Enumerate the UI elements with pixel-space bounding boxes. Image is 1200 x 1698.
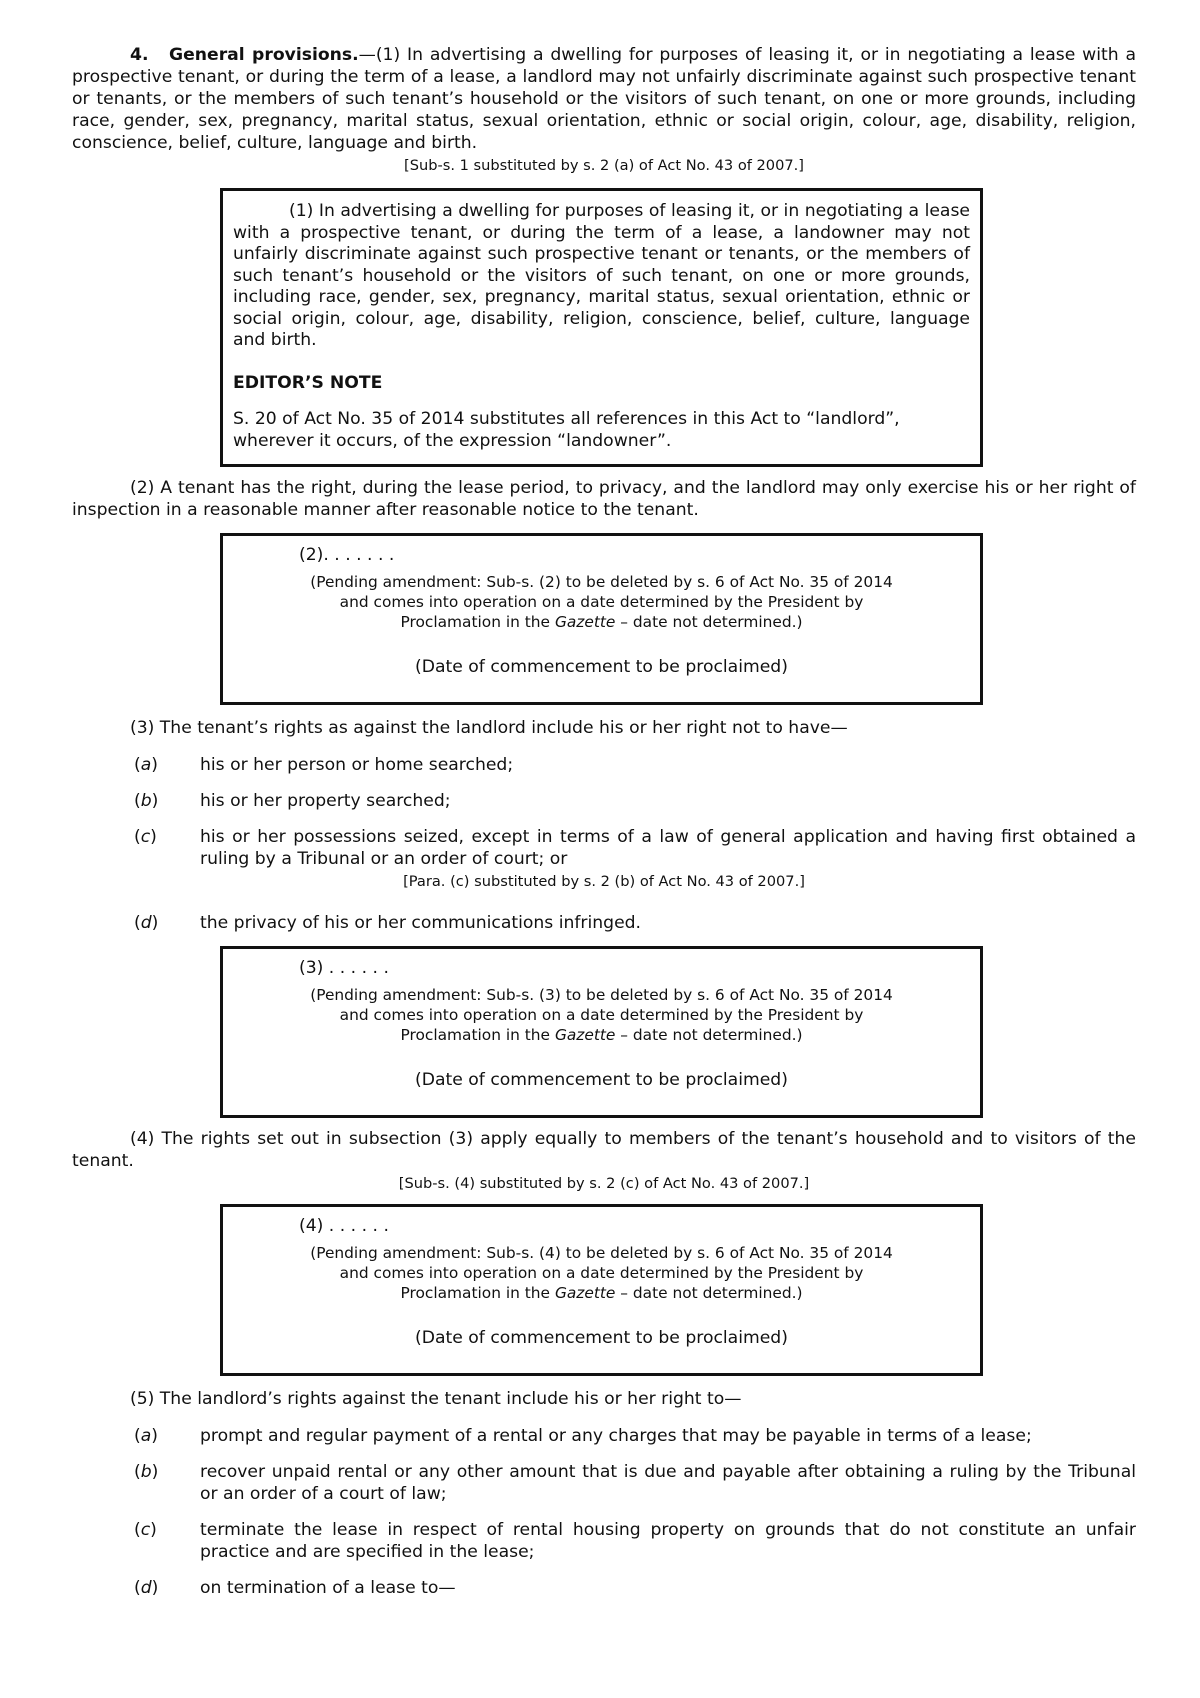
sub3-item-d-label: (d) [134, 913, 159, 933]
document-page [72, 44, 1136, 1599]
box-2-commencement: (Date of commencement to be proclaimed) [415, 657, 788, 677]
sub5-item-a-text: prompt and regular payment of a rental or any charges that may be payable in terms of a lease; [200, 1426, 1032, 1446]
sub5-item-d-text: on termination of a lease to— [200, 1578, 456, 1598]
editors-note-line-1: S. 20 of Act No. 35 of 2014 substitutes all references in this Act to “landlord”, [233, 409, 900, 429]
sub3-item-a-text: his or her person or home searched; [200, 755, 514, 775]
box-3-pending-line-1: (Pending amendment: Sub-s. (3) to be deleted by s. 6 of Act No. 35 of 2014 [310, 986, 893, 1004]
box-2-pending-line-3-pre: Proclamation in the [400, 613, 555, 631]
subsection-3: (3) The tenant’s rights as against the landlord include his or her right not to have— [130, 718, 848, 738]
box-4-pending-line-3 [233, 1283, 970, 1303]
editors-note-line-2: wherever it occurs, of the expression “landowner”. [233, 430, 672, 451]
box-3-deleted-marker: (3) . . . . . . [299, 958, 389, 978]
box-3-gazette: Gazette [554, 1026, 616, 1044]
box-4-pending-line-3-post: – date not determined.) [615, 1284, 803, 1302]
box-3-pending-line-3 [233, 1025, 970, 1045]
sub3-item-a-label: (a) [134, 755, 158, 775]
para-c-amendment-note: [Para. (c) substituted by s. 2 (b) of Act No. 43 of 2007.] [403, 873, 805, 890]
box-2-pending-line-2: and comes into operation on a date determined by the President by [339, 593, 864, 611]
box-3-commencement: (Date of commencement to be proclaimed) [415, 1070, 788, 1090]
sub3-item-b [72, 790, 1136, 812]
subsection-1-amendment-note: [Sub-s. 1 substituted by s. 2 (a) of Act No. 43 of 2007.] [404, 157, 804, 174]
box-4-commencement: (Date of commencement to be proclaimed) [415, 1328, 788, 1348]
editors-note-heading: EDITOR’S NOTE [233, 372, 383, 393]
sub3-item-b-text: his or her property searched; [200, 791, 451, 811]
pending-amendment-box-3 [220, 946, 983, 1118]
subsection-4: (4) The rights set out in subsection (3) apply equally to members of the tenant’s household and to visitors of the tenant. [72, 1129, 1136, 1171]
sub5-item-b [72, 1461, 1136, 1505]
box-2-deleted-marker: (2). . . . . . . [299, 545, 395, 565]
pending-amendment-box-4 [220, 1204, 983, 1376]
box-2-pending-line-3-post: – date not determined.) [615, 613, 803, 631]
box-2-gazette: Gazette [554, 613, 616, 631]
sub5-item-c-label: (c) [134, 1520, 157, 1540]
sub3-item-c-text: his or her possessions seized, except in terms of a law of general application and having first obtained a ruling by a Tribunal or an order of court; or [200, 827, 1136, 869]
pending-amendment-box-2 [220, 533, 983, 705]
box-3-pending-line-3-post: – date not determined.) [615, 1026, 803, 1044]
sub5-item-a [72, 1425, 1136, 1447]
section-number: 4. [130, 45, 149, 65]
sub3-item-c-label: (c) [134, 827, 157, 847]
sub5-item-d-label: (d) [134, 1578, 159, 1598]
subsection-5: (5) The landlord’s rights against the tenant include his or her right to— [130, 1389, 742, 1409]
box-1-text: (1) In advertising a dwelling for purposes of leasing it, or in negotiating a lease with a prospective tenant, or during the term of a lease, a landowner may not unfairly discriminate against such prospective tenant or tenants, or the members of such tenant’s household or the visitors of such tenant, on one or more grounds, including race, gender, sex, pregnancy, marital status, sexual orientation, ethnic or social origin, colour, age, disability, religion, conscience, belief, culture, language and birth. [233, 201, 970, 350]
sub5-item-c-text: terminate the lease in respect of rental housing property on grounds that do not constitute an unfair practice and are specified in the lease; [200, 1520, 1136, 1562]
sub3-item-d [72, 912, 1136, 934]
subsection-2: (2) A tenant has the right, during the lease period, to privacy, and the landlord may only exercise his or her right of inspection in a reasonable manner after reasonable notice to the tenant. [72, 478, 1136, 520]
sub3-item-b-label: (b) [134, 791, 159, 811]
sub5-item-d [72, 1577, 1136, 1599]
sub5-item-a-label: (a) [134, 1426, 158, 1446]
section-title: General provisions. [169, 45, 359, 65]
subsection-4-amendment-note: [Sub-s. (4) substituted by s. 2 (c) of Act No. 43 of 2007.] [398, 1175, 810, 1192]
box-2-pending-line-3 [233, 612, 970, 632]
sub3-item-d-text: the privacy of his or her communications infringed. [200, 913, 642, 933]
sub3-item-a [72, 754, 1136, 776]
box-4-pending-line-1: (Pending amendment: Sub-s. (4) to be deleted by s. 6 of Act No. 35 of 2014 [310, 1244, 893, 1262]
section-4-subsection-1 [72, 44, 1136, 154]
box-4-pending-line-2: and comes into operation on a date determined by the President by [339, 1264, 864, 1282]
box-2-pending-line-1: (Pending amendment: Sub-s. (2) to be deleted by s. 6 of Act No. 35 of 2014 [310, 573, 893, 591]
box-4-pending-line-3-pre: Proclamation in the [400, 1284, 555, 1302]
sub5-item-b-text: recover unpaid rental or any other amount that is due and payable after obtaining a ruling by the Tribunal or an order of a court of law; [200, 1462, 1136, 1504]
box-3-pending-line-3-pre: Proclamation in the [400, 1026, 555, 1044]
section-title-dash: — [358, 45, 376, 65]
box-4-gazette: Gazette [554, 1284, 616, 1302]
sub5-item-c [72, 1519, 1136, 1563]
sub3-item-c [72, 826, 1136, 870]
amended-text-box-1 [220, 188, 983, 467]
box-4-deleted-marker: (4) . . . . . . [299, 1216, 389, 1236]
box-3-pending-line-2: and comes into operation on a date determined by the President by [339, 1006, 864, 1024]
sub5-item-b-label: (b) [134, 1462, 159, 1482]
subsection-1-text: (1) In advertising a dwelling for purposes of leasing it, or in negotiating a lease with a prospective tenant, or during the term of a lease, a landlord may not unfairly discriminate against such prospective tenant or tenants, or the members of such tenant’s household or the visitors of such tenant, on one or more grounds, including race, gender, sex, pregnancy, marital status, sexual orientation, ethnic or social origin, colour, age, disability, religion, conscience, belief, culture, language and birth. [72, 45, 1137, 153]
